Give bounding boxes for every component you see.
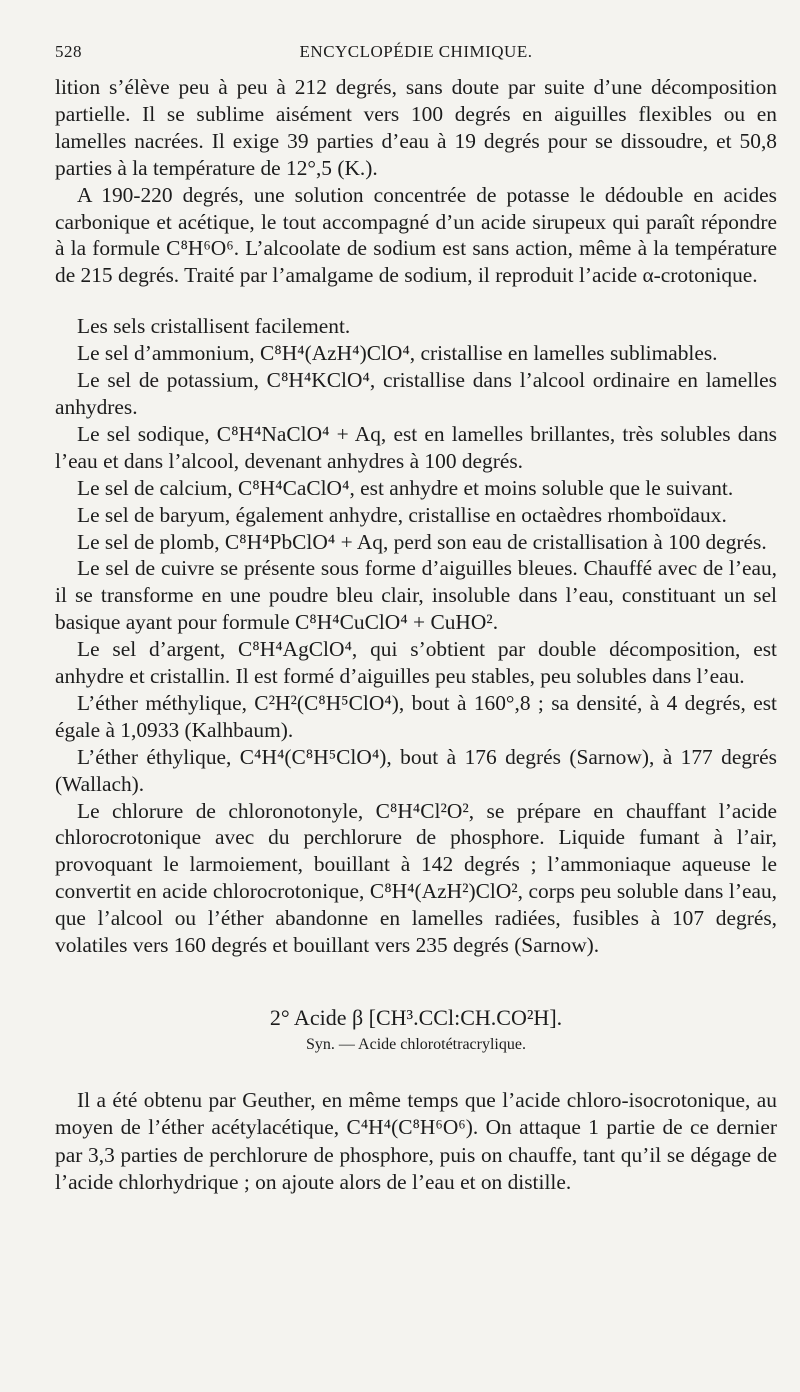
paragraph: Le sel sodique, C⁸H⁴NaClO⁴ + Aq, est en lamelles brillantes, très solubles dans l’eau et dans l’alcool, devenant anhydres à 100 degrés. <box>55 421 777 473</box>
body-text <box>55 74 777 1197</box>
paragraph: Il a été obtenu par Geuther, en même temps que l’acide chloro-isocrotonique, au moyen de l’éther acétylacétique, C⁴H⁴(C⁸H⁶O⁶). On attaque 1 partie de ce dernier par 3,3 parties de perchlorure de phosphore, puis on chauffe, tant qu’il se dégage de l’acide chlorhydrique ; on ajoute alors de l’eau et on distille. <box>55 1087 777 1195</box>
paragraph: Le sel de potassium, C⁸H⁴KClO⁴, cristallise dans l’alcool ordinaire en lamelles anhydres. <box>55 368 777 419</box>
page-number: 528 <box>55 42 82 61</box>
spacer <box>55 1059 777 1087</box>
paragraph: L’éther éthylique, C⁴H⁴(C⁸H⁵ClO⁴), bout à 176 degrés (Sarnow), à 177 degrés (Wallach). <box>55 744 777 796</box>
paragraph: Les sels cristallisent facilement. <box>77 314 351 339</box>
section-title: 2° Acide β [CH³.CCl:CH.CO²H]. <box>269 1005 563 1030</box>
running-title: ENCYCLOPÉDIE CHIMIQUE. <box>299 42 533 61</box>
paragraph: Le sel de plomb, C⁸H⁴PbClO⁴ + Aq, perd son eau de cristallisation à 100 degrés. <box>77 529 767 554</box>
paragraph: L’éther méthylique, C²H²(C⁸H⁵ClO⁴), bout à 160°,8 ; sa densité, à 4 degrés, est égale à 1,0933 (Kalhbaum). <box>55 690 777 742</box>
paragraph: lition s’élève peu à peu à 212 degrés, sans doute par suite d’une décomposition partielle. Il se sublime aisément vers 100 degrés en aiguilles flexibles ou en lamelles nacrées. Il exige 39 parties d’eau à 19 degrés pour se dissoudre, et 50,8 parties à la température de 12°,5 (K.). <box>55 75 777 180</box>
paragraph: Le sel de calcium, C⁸H⁴CaClO⁴, est anhydre et moins soluble que le suivant. <box>77 475 734 500</box>
paragraph: Le sel d’argent, C⁸H⁴AgClO⁴, qui s’obtient par double décomposition, est anhydre et cristallin. Il est formé d’aiguilles peu stables, peu solubles dans l’eau. <box>55 637 777 689</box>
page-header <box>55 42 777 66</box>
spacer <box>55 289 777 313</box>
paragraph: Le sel de baryum, également anhydre, cristallise en octaèdres rhomboïdaux. <box>77 502 727 527</box>
spacer <box>55 959 777 1005</box>
paragraph: A 190-220 degrés, une solution concentrée de potasse le dédouble en acides carbonique et acétique, le tout accompagné d’un acide sirupeux qui paraît répondre à la formule C⁸H⁶O⁶. L’alcoolate de sodium est sans action, même à la température de 215 degrés. Traité par l’amalgame de sodium, il reproduit l’acide α-crotonique. <box>55 182 777 288</box>
paragraph: Le sel de cuivre se présente sous forme d’aiguilles bleues. Chauffé avec de l’eau, il se transforme en une poudre bleu clair, insoluble dans l’eau, constituant un sel basique ayant pour formule C⁸H⁴CuClO⁴ + CuHO². <box>55 556 777 635</box>
paragraph: Le chlorure de chloronotonyle, C⁸H⁴Cl²O², se prépare en chauffant l’acide chlorocrotonique avec du perchlorure de phosphore. Liquide fumant à l’air, provoquant le larmoiement, bouillant à 142 degrés ; l’ammoniaque aqueuse le convertit en acide chlorocrotonique, C⁸H⁴(AzH²)ClO², corps peu soluble dans l’eau, que l’alcool ou l’éther abandonne en lamelles radiées, fusibles à 107 degrés, volatiles vers 160 degrés et bouillant vers 235 degrés (Sarnow). <box>55 798 777 958</box>
paragraph: Le sel d’ammonium, C⁸H⁴(AzH⁴)ClO⁴, cristallise en lamelles sublimables. <box>77 341 718 366</box>
section-synonym: Syn. — Acide chlorotétracrylique. <box>306 1035 526 1053</box>
